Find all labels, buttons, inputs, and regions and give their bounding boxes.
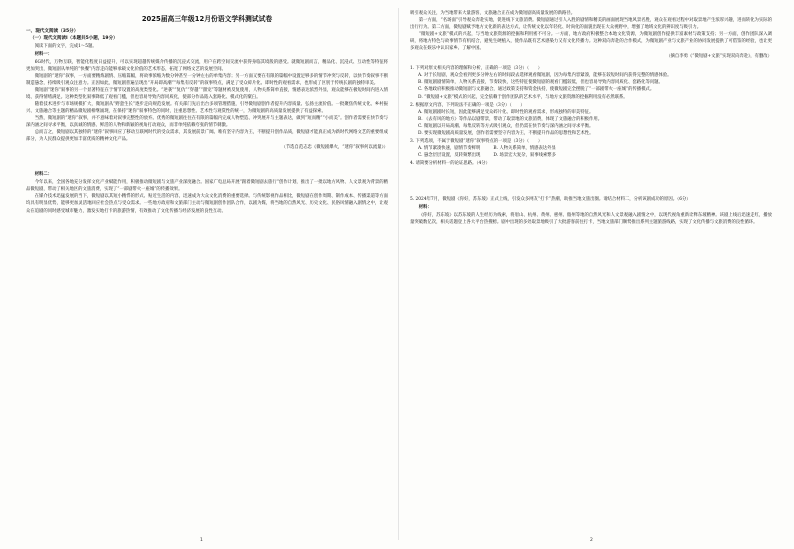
material-two-paragraph: 第一方面，“名场面”引导观众奔赴实地，促进线下文旅消费。微短剧通过引人入胜的剧情和精美的画面展现当地风景名胜，观众在观看过程中对取景地产生浓厚兴趣，进而转化为实际的出行行为。第二方面，微短剧赋予地方文化新的表达方式，让传统文化以年轻化、时尚化的面貌出现在大众视野中，增强了地域文化的辨识度与吸引力。 xyxy=(410,18,772,31)
answer-space xyxy=(410,167,772,181)
question-1-option-a: A. 对于长短剧，观众会看到更多分钟左右的时间段去选择观看微短剧，因为每集内容紧凑，能够在较短时间内获得完整的情感体验。 xyxy=(418,73,672,79)
answer-space xyxy=(410,181,772,195)
material-two-source: （摘自李勇《“微短剧+文旅”实现双向奔赴》，有删改） xyxy=(666,54,772,60)
page-divider xyxy=(398,8,399,540)
question-3: 3. 下列选项，不属于微短剧“迷你”叙事特点的一项是（3分）（ ） xyxy=(410,138,543,144)
question-3-options-ab: A. 情节紧凑快速，剧情节奏鲜明 B. 人物关系简单，情感表达外显 xyxy=(418,145,556,151)
question-2: 2. 根据原文内容，下列说法不正确的一项是（3分）（ ） xyxy=(410,102,525,108)
material-one-paragraph: 随着技术进步与市场规模扩大，微短剧从“野蛮生长”逐步走向规范发展。有关部门先后出台多项管理措施，引导微短剧创作者提升内容质量、弘扬主流价值。一批聚焦传统文化、乡村振兴、文旅融合等主题的精品微短剧相继涌现，在保持“迷你”叙事特色的同时，注重思想性、艺术性与观赏性的统一，为微短剧的高质量发展提供了有益探索。 xyxy=(26,101,388,115)
material-two-continued: 吸引观众关注，为当地带来大量游客，文旅融合正在成为微短剧高质量发展的新路径。 xyxy=(410,11,576,16)
material-one-paragraph: 总而言之，微短剧以其独特的“迷你”叙事回应了移动互联网时代的受众需求，其发展前景广阔。唯有坚守内容为王，不断提升创作品质，微短剧才能真正成为新时代网络文艺的重要组成部分，为人民群众提供更加丰富优质的精神文化产品。 xyxy=(26,130,388,143)
material-one-label: 材料一： xyxy=(34,51,53,57)
subsection-heading: （一）现代文阅读Ⅰ（本题共5小题，19分） xyxy=(30,36,118,42)
question-5: 5. 2024年7月，微短剧《你好，苏东坡》正式上线，引发众多网友“打卡”热潮，助推当地文旅出圈。请结合材料二，分析该剧成功的原因。（6分） xyxy=(410,196,691,202)
section-heading: 一、现代文阅读（35分） xyxy=(26,29,79,34)
question-2-option-d: D. 要实现微短剧高质量发展，创作者需要坚守内容为王，不断提升作品的思想性和艺术性。 xyxy=(418,130,594,136)
material-two-paragraph: 在媒介技术迅猛发展的当下，微短剧以其短小精悍的形式、贴近生活的内容，迅速成为大众文化消费的重要选择。与传统影视作品相比，微短剧在创作周期、制作成本、传播渠道等方面均具有明显优势，能够更加灵活地回应社会热点与受众需求。一些地方政府和文旅部门主动与微短剧创作团队合作，以剧为媒，将当地的自然风光、历史文化、民俗风情融入剧情之中，让观众在追剧的同时感受城市魅力，激发实地打卡的旅游热情，有效推动了文化传播与经济发展的良性互动。 xyxy=(26,194,388,214)
page-one-column xyxy=(26,10,388,540)
material-one-paragraph: 微短剧的“迷你”叙事，一方面要精炼剧情、压缩篇幅，将故事浓缩为数分钟甚至一分钟左右的单集内容；另一方面又要在有限的篇幅中设置足够多的情节冲突与反转，以快节奏叙事不断制造悬念，持续吸引观众注意力。正因如此，微短剧普遍呈现出“开局即高潮”“每集有反转”的叙事特点，满足了受众碎片化、即时性的观看需求，也形成了区别于传统长剧的独特审美。 xyxy=(26,73,388,86)
material-one-paragraph: 当然，微短剧的“迷你”叙事，并不意味着对叙事完整性的放弃。优秀的微短剧往往在有限的篇幅内完成人物塑造、冲突展开与主题表达，做到“短而精”“小而美”。创作者需要在快节奏与深内涵之间寻求平衡，以真诚的情感、鲜活的人物和新颖的视角打动观众，而非单纯依赖夸张的情节刺激。 xyxy=(26,116,388,129)
page-number: 1 xyxy=(200,538,203,543)
reading-instruction: 阅读下面的文字，完成1～5题。 xyxy=(34,43,97,49)
material-one-source: （节选自范志忠《微短剧爆火，“迷你”叙事何以流量》） xyxy=(281,145,388,151)
material-one-paragraph: 微短剧“迷你”叙事的另一个显著特征在于情节设置的高度类型化。“逆袭”“复仇”“穿越”“甜宠”等题材被反复使用，人物关系简单直接，情感表达浓烈外显，观众能够在极短时间内进入情境、获得情绪满足。这种类型化叙事降低了观看门槛，但也容易导致内容同质化，使部分作品陷入套路化、模式化的窠臼。 xyxy=(26,87,388,100)
material-two-paragraph: “微短剧+文旅”模式的兴起，与当地文旅资源的挖掘和利用密不可分。一方面，地方政府积极整合本地文化资源，为微短剧创作提供丰富素材与政策支持；另一方面，创作团队深入调研，将地方特色与故事情节有机结合，避免生硬植入，使作品既有艺术感染力又有文化传播力。这种双向奔赴的合作模式，为微短剧产业与文旅产业的协同发展提供了可借鉴的经验，也让更多观众在娱乐中认识家乡、了解中国。 xyxy=(410,32,772,52)
question-1-option-b: B. 微短剧剧情简单，人物关系直接，节奏较快，这些特征使微短剧的观看门槛较低，但也容易导致内容同质化、套路化等问题。 xyxy=(418,80,663,86)
material-one-paragraph: 6G时代，万物互联，智能化程度日益提升，可以实现超越传统媒介传播的沉浸式交流，用户在跨空间交流中获得身临其境般的感受。就微短剧而言，精品化、沉浸式、互动性等特征将更加突出，微短剧从单纯的“快餐”内容走向能够承载文化价值的艺术形态，拓宽了网络文艺的发展空间。 xyxy=(26,59,388,72)
material-two-paragraph: 今年以来，全国各地充分发挥文化产业赋能作用，积极推动微短剧与文旅产业深度融合。国家广电总局开展“跟着微短剧去旅行”创作计划，推出了一批以地方风物、人文景观为背景的精品微短剧，带动了相关地区的文旅消费，实现了“一部剧带火一座城”的传播效果。 xyxy=(26,180,388,193)
spacer xyxy=(26,156,388,170)
question-1-option-c: C. 各地政府积极推动微短剧与文旅融合，通过政策支持和资金扶持，使微短剧完全摆脱了“一部剧带火一座城”的传播模式。 xyxy=(418,87,655,93)
question-1: 1. 下列对原文相关内容的理解和分析，正确的一项是（3分）（ ） xyxy=(410,66,543,72)
page-two-column xyxy=(410,10,772,540)
question-5-material-label: 材料： xyxy=(418,205,432,211)
question-1-option-d: D. “微短剧+文旅”模式的兴起，完全依赖于创作团队的艺术水平，与地方文旅资源的挖掘利用没有必然联系。 xyxy=(418,94,628,100)
question-2-option-c: C. 微短剧以开局高潮、每集反转等方式吸引观众，但仍需在快节奏与深内涵之间寻求平衡。 xyxy=(418,123,594,129)
question-4: 4. 请简要分析材料一的论证思路。（4分） xyxy=(410,160,490,166)
material-two-label: 材料二： xyxy=(34,172,53,178)
page-number: 2 xyxy=(590,538,593,543)
exam-title: 2025届高三年级12月份语文学科测试试卷 xyxy=(141,15,273,23)
question-2-option-a: A. 微短剧剧时长短，因此能够满足受众碎片化、即时性的观看需求，形成独特的审美特征。 xyxy=(418,109,594,115)
question-3-options-cd: C. 悬念层层设置，反转频繁出现 D. 场景宏大复杂，叙事线索繁多 xyxy=(418,152,556,158)
question-5-material: 《你好，苏东坡》以苏东坡的人生经历为线索，将眉山、杭州、黄州、惠州、儋州等地的自然风光和人文景观融入剧情之中，以现代视角重新诠释东坡精神。该剧上线后迅速走红，播放量突破数亿次，相关话题登上各大平台热搜榜。剧中出现的多处取景地吸引了大批游客前往打卡，当地文旅部门顺势推出系列主题旅游线路，实现了文化传播与文旅消费的良性循环。 xyxy=(410,213,772,226)
question-2-option-b: B. 《去有风的地方》等作品以剧带景，带动了取景地的文旅消费，体现了文旅融合的积极作用。 xyxy=(418,116,603,122)
